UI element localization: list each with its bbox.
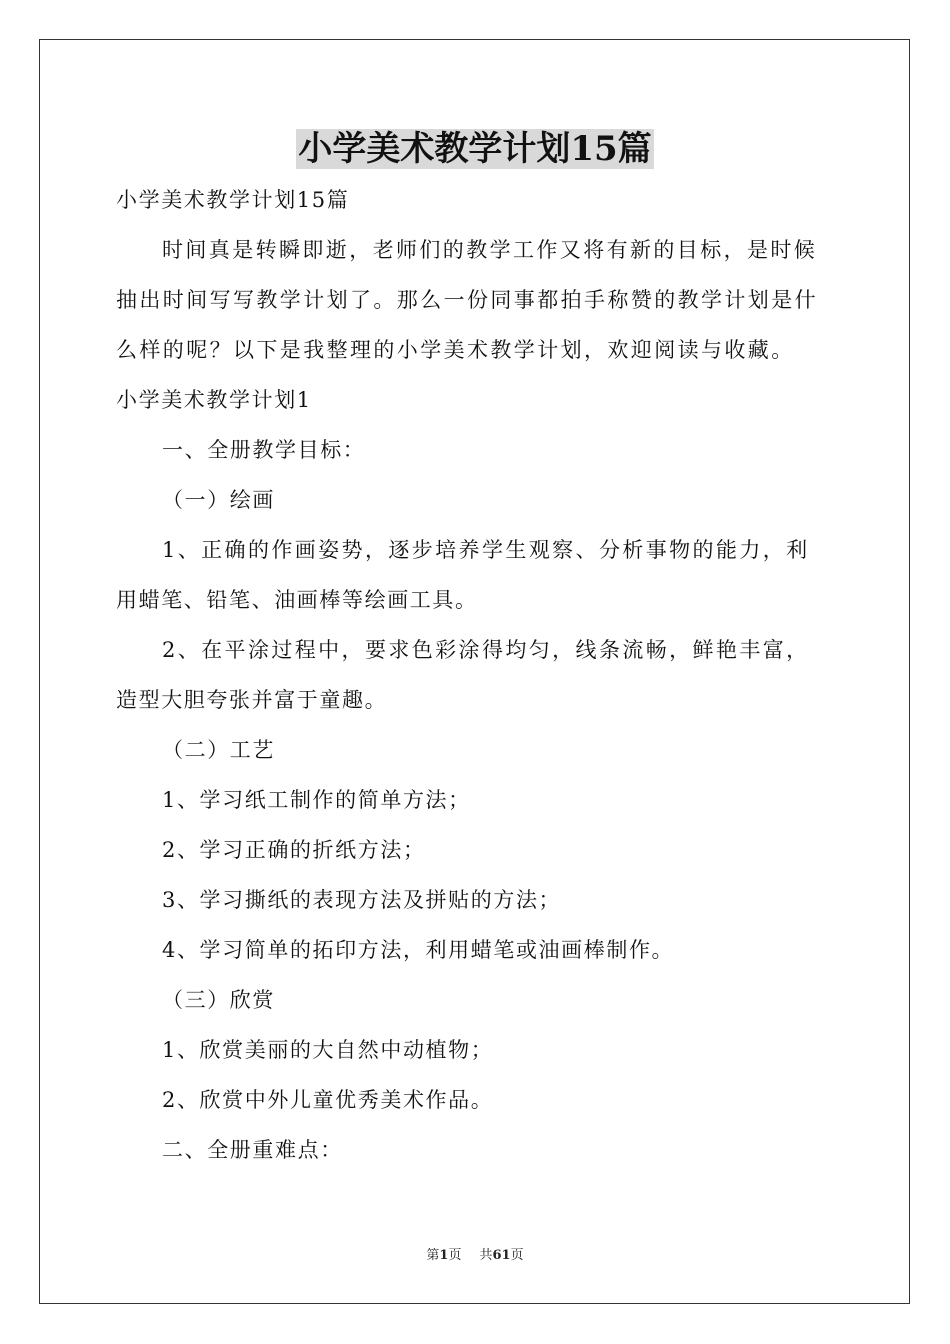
paragraph-line: （三）欣赏 (162, 988, 275, 1012)
paragraph-line: 4、学习简单的拓印方法，利用蜡笔或油画棒制作。 (162, 938, 675, 962)
paragraph-line: 造型大胆夸张并富于童趣。 (116, 688, 388, 712)
paragraph-line: （二）工艺 (162, 738, 275, 762)
page-footer (0, 1246, 950, 1266)
total-prefix: 共 (479, 1248, 493, 1263)
paragraph-line: 1、欣赏美丽的大自然中动植物； (162, 1038, 494, 1062)
paragraph-line: 1、学习纸工制作的简单方法； (162, 788, 471, 812)
paragraph-line: 时间真是转瞬即逝，老师们的教学工作又将有新的目标，是时候 (162, 238, 818, 262)
total-pages: 61 (492, 1248, 511, 1263)
paragraph-line: 小学美术教学计划1 (116, 388, 312, 412)
paragraph-line: 1、正确的作画姿势，逐步培养学生观察、分析事物的能力，利 (162, 538, 810, 562)
paragraph-line: 3、学习撕纸的表现方法及拼贴的方法； (162, 888, 562, 912)
paragraph-line: 用蜡笔、铅笔、油画棒等绘画工具。 (116, 588, 478, 612)
document-title-text: 小学美术教学计划15篇 (298, 129, 652, 169)
total-suffix: 页 (510, 1248, 524, 1263)
paragraph-line: 一、全册教学目标： (162, 438, 366, 462)
paragraph-line: 二、全册重难点： (162, 1138, 343, 1162)
document-body (116, 175, 834, 1175)
document-title (0, 127, 950, 171)
paragraph-line: 2、学习正确的折纸方法； (162, 838, 426, 862)
paragraph-line: （一）绘画 (162, 488, 275, 512)
paragraph-line: 2、在平涂过程中，要求色彩涂得均匀，线条流畅，鲜艳丰富， (162, 638, 810, 662)
paragraph-line: 么样的呢？以下是我整理的小学美术教学计划，欢迎阅读与收藏。 (116, 338, 795, 362)
paragraph-line: 抽出时间写写教学计划了。那么一份同事都拍手称赞的教学计划是什 (116, 288, 818, 312)
page-number: 1 (439, 1248, 449, 1263)
paragraph-line: 小学美术教学计划15篇 (116, 188, 350, 212)
page-suffix: 页 (448, 1248, 462, 1263)
page-prefix: 第 (426, 1248, 440, 1263)
paragraph-line: 2、欣赏中外儿童优秀美术作品。 (162, 1088, 494, 1112)
